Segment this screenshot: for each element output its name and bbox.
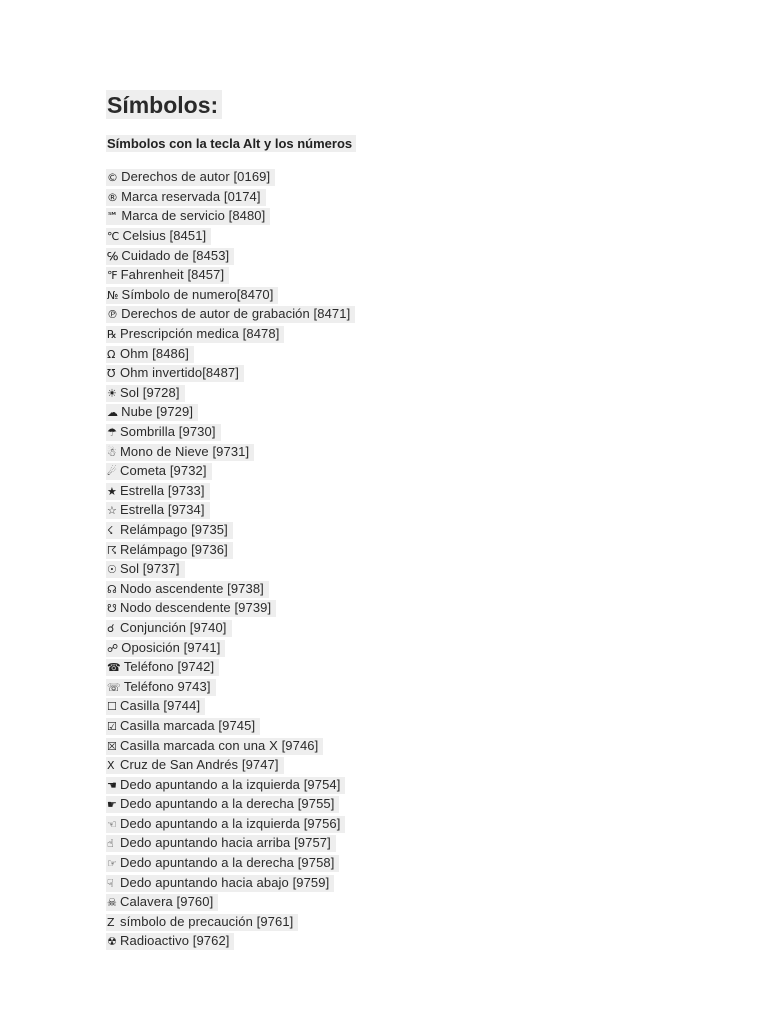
symbol-glyph: ℗ (107, 308, 119, 322)
list-item-content (106, 522, 233, 539)
symbol-glyph: ☎ (107, 661, 121, 675)
list-item-content (106, 169, 275, 186)
symbol-description: Dedo apuntando a la derecha [9758] (120, 855, 335, 871)
list-item (106, 736, 706, 756)
list-item (106, 756, 706, 776)
list-item (106, 403, 706, 423)
symbol-glyph: ☒ (107, 739, 117, 753)
list-item (106, 344, 706, 364)
list-item-content (106, 248, 234, 265)
symbol-glyph: ☝ (107, 837, 114, 851)
symbol-glyph: ☢ (107, 935, 117, 949)
list-item (106, 932, 706, 952)
symbol-description: símbolo de precaución [9761] (120, 913, 294, 929)
list-item-content (106, 444, 254, 461)
list-item (106, 227, 706, 247)
symbol-description: Casilla marcada [9745] (120, 717, 256, 733)
symbol-description: Dedo apuntando a la izquierda [9756] (120, 815, 341, 831)
list-item-content (106, 620, 232, 637)
list-item-content (106, 346, 194, 363)
symbol-description: Cometa [9732] (120, 463, 207, 479)
list-item-content (106, 698, 205, 715)
list-item (106, 854, 706, 874)
list-item-content (106, 640, 225, 657)
list-item-content (106, 424, 221, 441)
symbol-glyph: ☌ (107, 621, 115, 635)
symbol-glyph: ☇ (107, 523, 114, 537)
symbol-glyph: © (107, 171, 119, 185)
list-item-content (106, 267, 229, 284)
list-item (106, 717, 706, 737)
symbol-description: Casilla marcada con una X [9746] (120, 737, 319, 753)
symbol-description: Dedo apuntando hacia arriba [9757] (120, 835, 331, 851)
list-item (106, 815, 706, 835)
symbol-glyph: ☞ (107, 857, 117, 871)
list-item-content (106, 483, 210, 500)
symbol-description: Calavera [9760] (120, 894, 214, 910)
symbol-description: Derechos de autor de grabación [8471] (121, 306, 351, 322)
symbol-description: Marca de servicio [8480] (121, 208, 266, 224)
list-item-content (106, 228, 211, 245)
list-item (106, 266, 706, 286)
list-item-content (106, 757, 284, 774)
symbol-glyph: ☜ (107, 817, 117, 831)
symbol-glyph: ☋ (107, 602, 117, 616)
list-item (106, 482, 706, 502)
list-item-content (106, 208, 270, 225)
symbol-description: Nube [9729] (121, 404, 194, 420)
symbol-description: Radioactivo [9762] (120, 933, 230, 949)
list-item (106, 521, 706, 541)
section-subtitle: Símbolos con la tecla Alt y los números (106, 135, 356, 152)
list-item-content (106, 326, 284, 343)
list-item (106, 599, 706, 619)
list-item (106, 619, 706, 639)
symbol-glyph: ☚ (107, 778, 117, 792)
symbol-glyph: ☍ (107, 641, 119, 655)
list-item (106, 246, 706, 266)
symbol-glyph: ☀ (107, 386, 117, 400)
list-item-content (106, 463, 212, 480)
list-item (106, 207, 706, 227)
list-item (106, 893, 706, 913)
list-item (106, 168, 706, 188)
list-item-content (106, 933, 234, 950)
symbol-glyph: ☁ (107, 406, 119, 420)
symbol-description: Conjunción [9740] (120, 619, 227, 635)
list-item-content (106, 796, 339, 813)
list-item (106, 384, 706, 404)
symbol-description: Celsius [8451] (122, 228, 207, 244)
list-item (106, 638, 706, 658)
symbol-description: Relámpago [9736] (120, 541, 228, 557)
symbol-glyph: ☟ (107, 876, 114, 890)
symbol-glyph: № (107, 288, 119, 302)
symbol-description: Casilla [9744] (120, 698, 201, 714)
list-item-content (106, 365, 244, 382)
symbol-glyph: Ω (107, 347, 116, 361)
symbol-description: Sol [9737] (120, 561, 180, 577)
list-item-content (106, 287, 278, 304)
list-item-content (106, 385, 185, 402)
symbol-glyph: ☉ (107, 563, 117, 577)
symbol-description: Dedo apuntando hacia abajo [9759] (120, 874, 330, 890)
list-item-content (106, 835, 336, 852)
symbol-description: Estrella [9734] (120, 502, 205, 518)
symbol-glyph: ☈ (107, 543, 117, 557)
list-item-content (106, 894, 218, 911)
list-item-content (106, 914, 298, 931)
symbol-glyph: ℧ (107, 367, 116, 381)
symbol-glyph: ℠ (107, 210, 119, 224)
list-item (106, 462, 706, 482)
list-item-content (106, 502, 210, 519)
symbol-description: Teléfono 9743] (123, 678, 211, 694)
symbol-glyph: ☆ (107, 504, 117, 518)
list-item-content (106, 679, 216, 696)
list-item (106, 442, 706, 462)
symbol-glyph: ☂ (107, 426, 117, 440)
list-item (106, 834, 706, 854)
symbol-description: Teléfono [9742] (123, 659, 215, 675)
symbol-description: Dedo apuntando a la derecha [9755] (120, 796, 335, 812)
symbol-glyph: X (107, 759, 115, 773)
list-item (106, 325, 706, 345)
symbol-description: Oposición [9741] (121, 639, 221, 655)
list-item-content (106, 659, 219, 676)
list-item (106, 913, 706, 933)
list-item (106, 423, 706, 443)
list-item (106, 286, 706, 306)
list-item-content (106, 581, 269, 598)
symbol-description: Estrella [9733] (120, 482, 205, 498)
symbol-description: Ohm invertido[8487] (120, 365, 239, 381)
symbol-glyph: ☏ (107, 680, 121, 694)
symbol-glyph: ℅ (107, 249, 119, 263)
symbol-description: Nodo descendente [9739] (120, 600, 272, 616)
symbol-description: Prescripción medica [8478] (120, 326, 280, 342)
symbol-glyph: ☐ (107, 700, 117, 714)
list-item (106, 188, 706, 208)
symbol-list (106, 168, 706, 952)
symbol-glyph: Z (107, 915, 115, 929)
list-item-content (106, 306, 355, 323)
list-item-content (106, 816, 345, 833)
list-item-content (106, 777, 345, 794)
page-title: Símbolos: (106, 90, 222, 119)
symbol-description: Marca reservada [0174] (121, 188, 261, 204)
symbol-glyph: ☃ (107, 445, 117, 459)
list-item (106, 305, 706, 325)
symbol-description: Sol [9728] (120, 384, 180, 400)
symbol-description: Cuidado de [8453] (121, 247, 230, 263)
list-item (106, 795, 706, 815)
list-item (106, 873, 706, 893)
list-item-content (106, 718, 260, 735)
symbol-glyph: ℉ (107, 269, 118, 283)
list-item (106, 697, 706, 717)
symbol-glyph: ® (107, 190, 119, 204)
list-item-content (106, 542, 233, 559)
list-item (106, 501, 706, 521)
symbol-description: Nodo ascendente [9738] (120, 580, 264, 596)
list-item (106, 364, 706, 384)
symbol-description: Ohm [8486] (120, 345, 189, 361)
document-page (106, 90, 706, 952)
symbol-description: Cruz de San Andrés [9747] (120, 757, 279, 773)
list-item-content (106, 561, 185, 578)
list-item (106, 579, 706, 599)
list-item-content (106, 738, 323, 755)
list-item-content (106, 875, 334, 892)
symbol-glyph: ℃ (107, 230, 120, 244)
symbol-description: Símbolo de numero[8470] (121, 286, 274, 302)
list-item-content (106, 600, 276, 617)
list-item (106, 677, 706, 697)
list-item (106, 540, 706, 560)
list-item-content (106, 189, 266, 206)
symbol-description: Dedo apuntando a la izquierda [9754] (120, 776, 341, 792)
list-item (106, 658, 706, 678)
symbol-description: Fahrenheit [8457] (120, 267, 225, 283)
symbol-glyph: ☠ (107, 896, 117, 910)
symbol-description: Mono de Nieve [9731] (120, 443, 250, 459)
list-item-content (106, 404, 198, 421)
symbol-description: Derechos de autor [0169] (121, 169, 271, 185)
symbol-description: Sombrilla [9730] (120, 424, 216, 440)
symbol-glyph: ☊ (107, 582, 117, 596)
list-item (106, 775, 706, 795)
list-item-content (106, 855, 339, 872)
symbol-glyph: ☄ (107, 465, 117, 479)
symbol-glyph: ℞ (107, 328, 117, 342)
symbol-description: Relámpago [9735] (120, 521, 228, 537)
symbol-glyph: ☑ (107, 719, 117, 733)
symbol-glyph: ☛ (107, 798, 117, 812)
symbol-glyph: ★ (107, 484, 117, 498)
list-item (106, 560, 706, 580)
